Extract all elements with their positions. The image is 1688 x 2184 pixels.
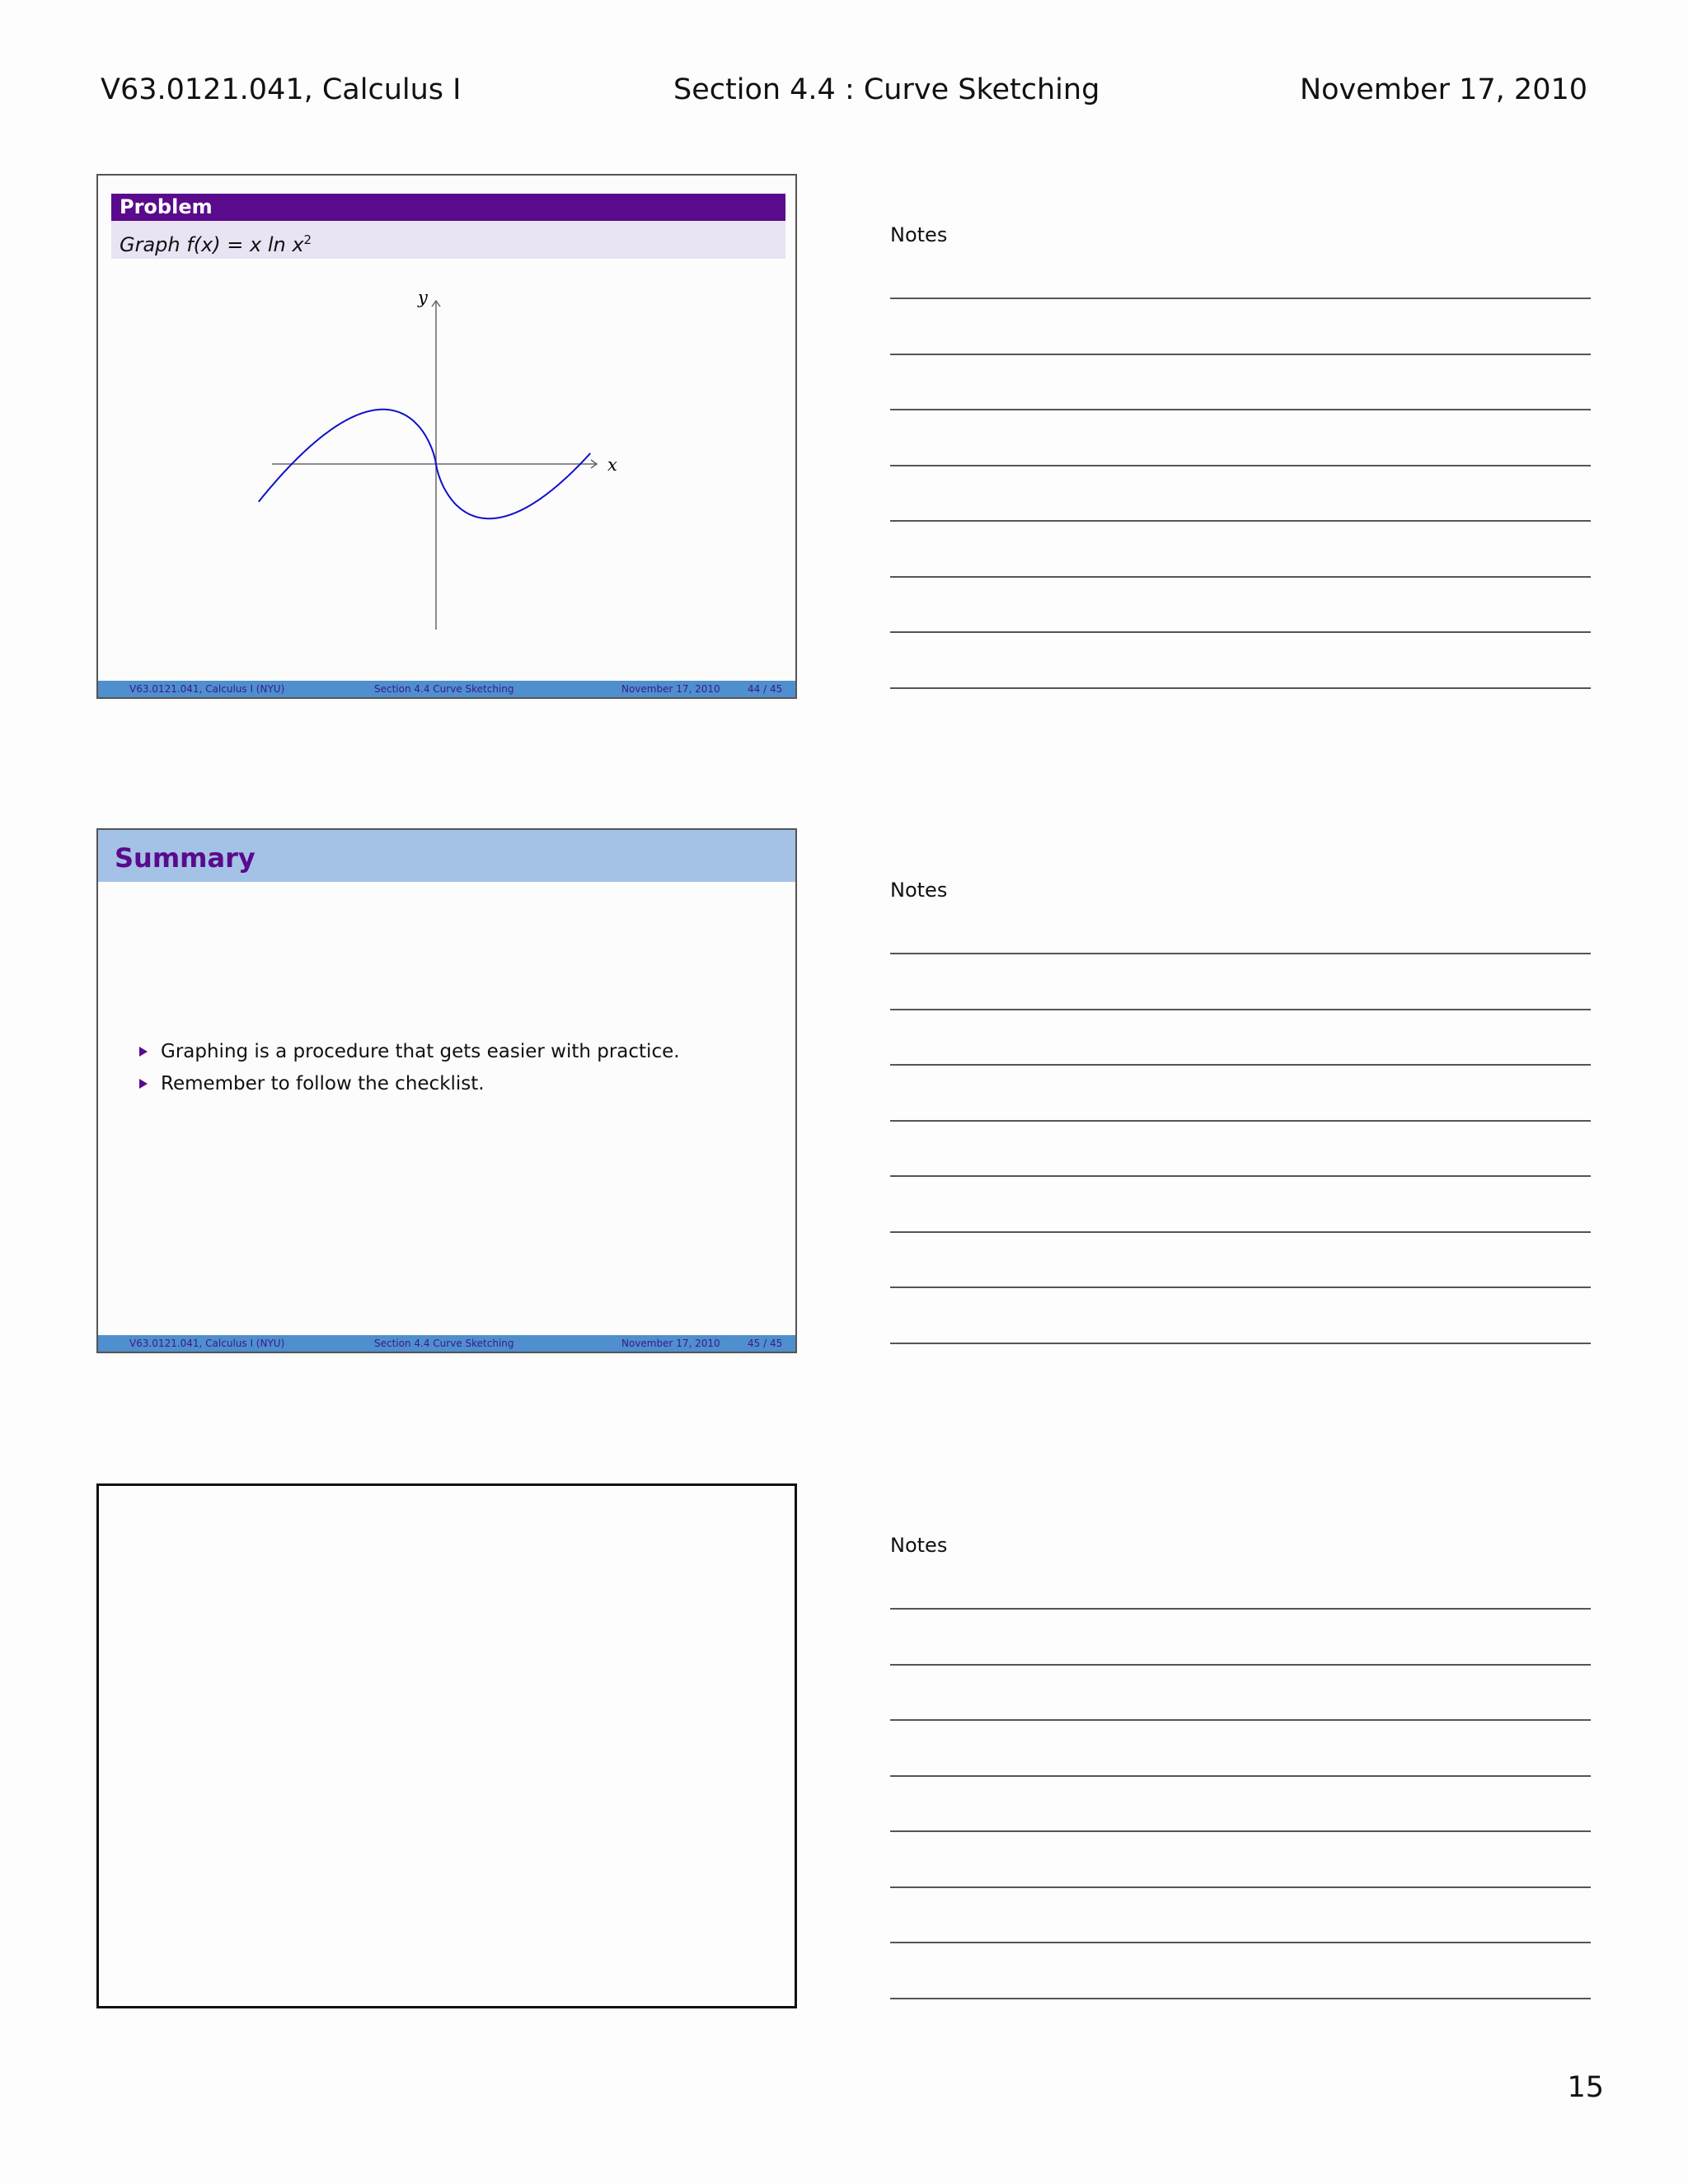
note-line [890, 1998, 1591, 1999]
frame-title: Summary [98, 830, 795, 882]
slide-footer [98, 681, 795, 697]
problem-exponent: 2 [303, 232, 312, 247]
note-line [890, 409, 1591, 410]
footer-date: November 17, 2010 [621, 683, 720, 695]
note-line [890, 1175, 1591, 1177]
footer-section: Section 4.4 Curve Sketching [374, 1338, 514, 1349]
note-line [890, 298, 1591, 299]
header-section: Section 4.4 : Curve Sketching [673, 73, 1100, 106]
problem-text: Graph f(x) = x ln x [120, 233, 304, 256]
slide-blank [96, 1483, 797, 2008]
note-line [890, 953, 1591, 954]
note-line [890, 1009, 1591, 1010]
footer-date: November 17, 2010 [621, 1338, 720, 1349]
note-line [890, 1942, 1591, 1943]
notes-area-1 [890, 225, 1591, 687]
triangle-bullet-icon [139, 1047, 148, 1057]
footer-page: 45 / 45 [748, 1338, 783, 1349]
list-item [139, 1068, 680, 1100]
slide-summary [96, 828, 797, 1353]
note-line [890, 354, 1591, 355]
header-course: V63.0121.041, Calculus I [101, 73, 462, 106]
note-line [890, 631, 1591, 633]
slide-problem [96, 174, 797, 699]
note-line [890, 687, 1591, 689]
problem-statement [111, 221, 785, 259]
note-line [890, 1120, 1591, 1122]
footer-course: V63.0121.041, Calculus I (NYU) [129, 683, 285, 695]
note-line [890, 1608, 1591, 1610]
note-line [890, 1664, 1591, 1666]
header-date: November 17, 2010 [1299, 73, 1587, 106]
note-line [890, 1231, 1591, 1233]
notes-label: Notes [890, 223, 948, 246]
notes-area-3 [890, 1535, 1591, 1997]
summary-list [139, 1036, 680, 1100]
note-line [890, 576, 1591, 578]
slide-footer [98, 1335, 795, 1352]
notes-area-2 [890, 880, 1591, 1342]
note-line [890, 1719, 1591, 1721]
x-axis-label: x [607, 455, 617, 475]
note-line [890, 520, 1591, 522]
note-line [890, 1343, 1591, 1344]
note-line [890, 1886, 1591, 1888]
notes-label: Notes [890, 1534, 948, 1557]
notes-label: Notes [890, 879, 948, 902]
page-number: 15 [1567, 2071, 1604, 2104]
problem-title: Problem [111, 194, 785, 221]
note-line [890, 1830, 1591, 1832]
note-line [890, 1064, 1591, 1066]
note-line [890, 465, 1591, 466]
problem-block [111, 194, 785, 259]
footer-course: V63.0121.041, Calculus I (NYU) [129, 1338, 285, 1349]
footer-page: 44 / 45 [748, 683, 783, 695]
note-line [890, 1775, 1591, 1777]
bullet-text: Graphing is a procedure that gets easier with practice. [161, 1041, 680, 1062]
list-item [139, 1036, 680, 1068]
triangle-bullet-icon [139, 1079, 148, 1089]
footer-section: Section 4.4 Curve Sketching [374, 683, 514, 695]
y-axis-label: y [418, 288, 428, 307]
note-line [890, 1286, 1591, 1288]
bullet-text: Remember to follow the checklist. [161, 1073, 485, 1094]
